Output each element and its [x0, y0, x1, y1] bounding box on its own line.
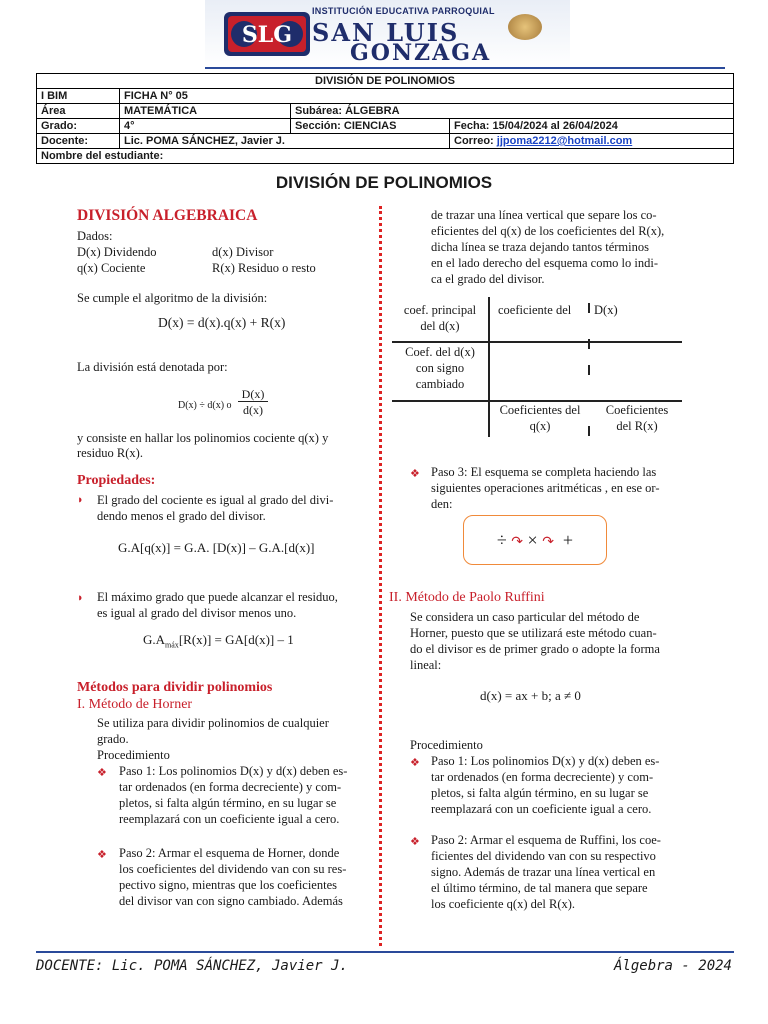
docente-value: Lic. POMA SÁNCHEZ, Javier J. [120, 134, 450, 149]
def-divisor: d(x) Divisor [212, 245, 274, 259]
estudiante-cell: Nombre del estudiante: [37, 149, 734, 164]
dados-label: Dados: [77, 229, 113, 243]
ruf-paso1-line1: Paso 1: Los polinomios D(x) y d(x) deben es- [431, 754, 660, 768]
consiste-line2: residuo R(x). [77, 446, 143, 460]
multiply-symbol: × [527, 530, 538, 550]
school-name-line1: SAN LUIS [312, 18, 460, 47]
paso1-line2: tar ordenados (en forma decreciente) y com- [119, 780, 342, 794]
ruf-paso1-line3: pletos, si falta algún término, en su lugar se [431, 786, 649, 800]
correo-label: Correo: [454, 135, 497, 147]
def-dividendo: D(x) Dividendo [77, 245, 157, 259]
ruffini-line4: lineal: [410, 658, 442, 672]
formula-algoritmo: D(x) = d(x).q(x) + R(x) [158, 315, 286, 330]
def-residuo: R(x) Residuo o resto [212, 261, 316, 275]
diamond-bullet-icon: ❖ [410, 468, 420, 480]
diamond-bullet-icon: ❖ [410, 836, 420, 848]
horner-line1: Se utiliza para dividir polinomios de cualquier [97, 716, 329, 730]
scheme-coef-d-1: Coef. del d(x) [405, 345, 475, 359]
scheme-tick [588, 365, 590, 375]
prop2-formula-a: G.A [143, 632, 166, 647]
correo-link[interactable]: jjpoma2212@hotmail.com [496, 135, 633, 147]
scheme-coeficiente-del: coeficiente del [498, 303, 572, 317]
prop2-formula-b: [R(x)] = GA[d(x)] – 1 [178, 632, 294, 647]
header-rule [205, 67, 725, 69]
document-title: DIVISIÓN DE POLINOMIOS [275, 173, 493, 192]
scheme-coef-principal-1: coef. principal [403, 303, 477, 317]
school-name-line2: GONZAGA [350, 40, 492, 66]
paso3-line3: den: [431, 497, 453, 511]
def-cociente: q(x) Cociente [77, 261, 146, 275]
bullet-icon: ◗ [77, 592, 84, 604]
seal-icon [508, 14, 542, 40]
add-symbol: + [562, 530, 574, 550]
paso1-line3: pletos, si falta algún término, en su lugar se [119, 796, 337, 810]
bim-cell: I BIM [37, 89, 120, 104]
prop2-formula [143, 632, 294, 653]
scheme-coef-r-2: del R(x) [616, 419, 658, 433]
paso2-line2: los coeficientes del dividendo van con su res- [119, 862, 347, 876]
seccion-cell: Sección: CIENCIAS [291, 119, 450, 134]
info-title: DIVISIÓN DE POLINOMIOS [37, 74, 734, 89]
scheme-coef-d-3: cambiado [415, 377, 465, 391]
fraction-numerator: D(x) [238, 387, 268, 402]
area-value: MATEMÁTICA [120, 104, 291, 119]
ruf-paso1-line2: tar ordenados (en forma decreciente) y com- [431, 770, 654, 784]
prop2-line1: El máximo grado que puede alcanzar el residuo, [97, 590, 338, 604]
footer-rule [36, 951, 734, 953]
grado-value: 4° [120, 119, 291, 134]
ruffini-line3: do el divisor es de primer grado o adopte la forma [410, 642, 660, 656]
paso1-line4: reemplazará con un coeficiente igual a cero. [119, 812, 340, 826]
denotada-text: La división está denotada por: [77, 360, 228, 374]
scheme-Dx: D(x) [594, 303, 618, 317]
ruf-paso1-line4: reemplazará con un coeficiente igual a cero. [431, 802, 652, 816]
horner-line2: grado. [97, 732, 129, 746]
horner-heading: I. Método de Horner [77, 697, 193, 712]
cont-line2: eficientes del q(x) de los coeficientes del R(x), [431, 224, 665, 238]
ruf-paso2-line5: los coeficiente q(x) del R(x). [431, 897, 576, 911]
diamond-bullet-icon: ❖ [97, 849, 107, 861]
cont-line1: de trazar una línea vertical que separe los co- [431, 208, 657, 222]
divide-symbol: ÷ [496, 530, 507, 550]
ficha-cell: FICHA N° 05 [120, 89, 734, 104]
diamond-bullet-icon: ❖ [410, 757, 420, 769]
school-logo [222, 8, 312, 60]
scheme-hline-bottom [392, 400, 682, 402]
cont-line5: ca el grado del divisor. [431, 272, 545, 286]
ruf-paso2-line3: signo. Además de trazar una línea vertical en [431, 865, 656, 879]
consiste-line1: y consiste en hallar los polinomios cociente q(x) y [77, 431, 329, 445]
ruf-paso2-line2: ficientes del dividendo van con su respectivo [431, 849, 656, 863]
institution-name: INSTITUCIÓN EDUCATIVA PARROQUIAL [312, 6, 495, 16]
section-title-division: DIVISIÓN ALGEBRAICA [77, 207, 258, 224]
grado-label: Grado: [37, 119, 120, 134]
subarea-cell: Subárea: ÁLGEBRA [291, 104, 734, 119]
bullet-icon: ◗ [77, 494, 84, 506]
procedimiento-label-right: Procedimiento [410, 738, 483, 752]
propiedades-heading: Propiedades: [77, 473, 156, 488]
prop1-line1: El grado del cociente es igual al grado del divi- [97, 493, 334, 507]
column-divider [379, 206, 382, 946]
algoritmo-text: Se cumple el algoritmo de la división: [77, 291, 268, 305]
paso1-line1: Paso 1: Los polinomios D(x) y d(x) deben es- [119, 764, 348, 778]
footer-teacher: DOCENTE: Lic. POMA SÁNCHEZ, Javier J. [36, 958, 348, 974]
prop1-line2: dendo menos el grado del divisor. [97, 509, 266, 523]
procedimiento-label-left: Procedimiento [97, 748, 170, 762]
curved-arrow-icon: ↷ [511, 535, 524, 550]
denotada-formula-left: D(x) ÷ d(x) o [178, 400, 232, 411]
scheme-coef-q-2: q(x) [529, 419, 551, 433]
prop2-formula-sub: máx [165, 640, 179, 650]
scheme-tick [588, 303, 590, 313]
curved-arrow-icon: ↷ [542, 535, 554, 550]
paso2-line4: del divisor van con signo cambiado. Además [119, 894, 343, 908]
scheme-coef-d-2: con signo [415, 361, 465, 375]
metodos-heading: Métodos para dividir polinomios [77, 680, 273, 695]
fraction-denominator: d(x) [243, 403, 263, 417]
prop2-line2: es igual al grado del divisor menos uno. [97, 606, 297, 620]
scheme-coef-r-1: Coeficientes [605, 403, 669, 417]
ruffini-formula: d(x) = ax + b; a ≠ 0 [480, 688, 581, 703]
docente-label: Docente: [37, 134, 120, 149]
ruffini-line1: Se considera un caso particular del método de [410, 610, 640, 624]
correo-cell [450, 134, 734, 149]
area-label: Área [37, 104, 120, 119]
paso2-line1: Paso 2: Armar el esquema de Horner, donde [119, 846, 340, 860]
paso2-line3: pectivo signo, mientras que los coeficientes [119, 878, 337, 892]
fecha-cell: Fecha: 15/04/2024 al 26/04/2024 [450, 119, 734, 134]
scheme-vline [488, 297, 490, 437]
info-table [36, 73, 734, 164]
scheme-coef-q-1: Coeficientes del [499, 403, 581, 417]
cont-line4: en el lado derecho del esquema como lo indi- [431, 256, 659, 270]
prop1-formula: G.A[q(x)] = G.A. [D(x)] – G.A.[d(x)] [118, 540, 315, 555]
footer-subject: Álgebra - 2024 [613, 958, 732, 974]
scheme-tick [588, 426, 590, 436]
paso3-line1: Paso 3: El esquema se completa haciendo las [431, 465, 657, 479]
horner-scheme [392, 297, 682, 440]
cont-line3: dicha línea se traza dejando tantos términos [431, 240, 649, 254]
scheme-hline-top [392, 341, 682, 343]
diamond-bullet-icon: ❖ [97, 767, 107, 779]
ruf-paso2-line4: el último término, de tal manera que separe [431, 881, 648, 895]
ruffini-heading: II. Método de Paolo Ruffini [389, 590, 545, 605]
ruf-paso2-line1: Paso 2: Armar el esquema de Ruffini, los coe- [431, 833, 661, 847]
ruffini-line2: Horner, puesto que se utilizará este método cuan- [410, 626, 657, 640]
operations-box [463, 515, 607, 565]
scheme-coef-principal-2: del d(x) [420, 319, 460, 333]
paso3-line2: siguientes operaciones aritméticas , en ese or- [431, 481, 660, 495]
logo-text: SLG [241, 22, 293, 48]
